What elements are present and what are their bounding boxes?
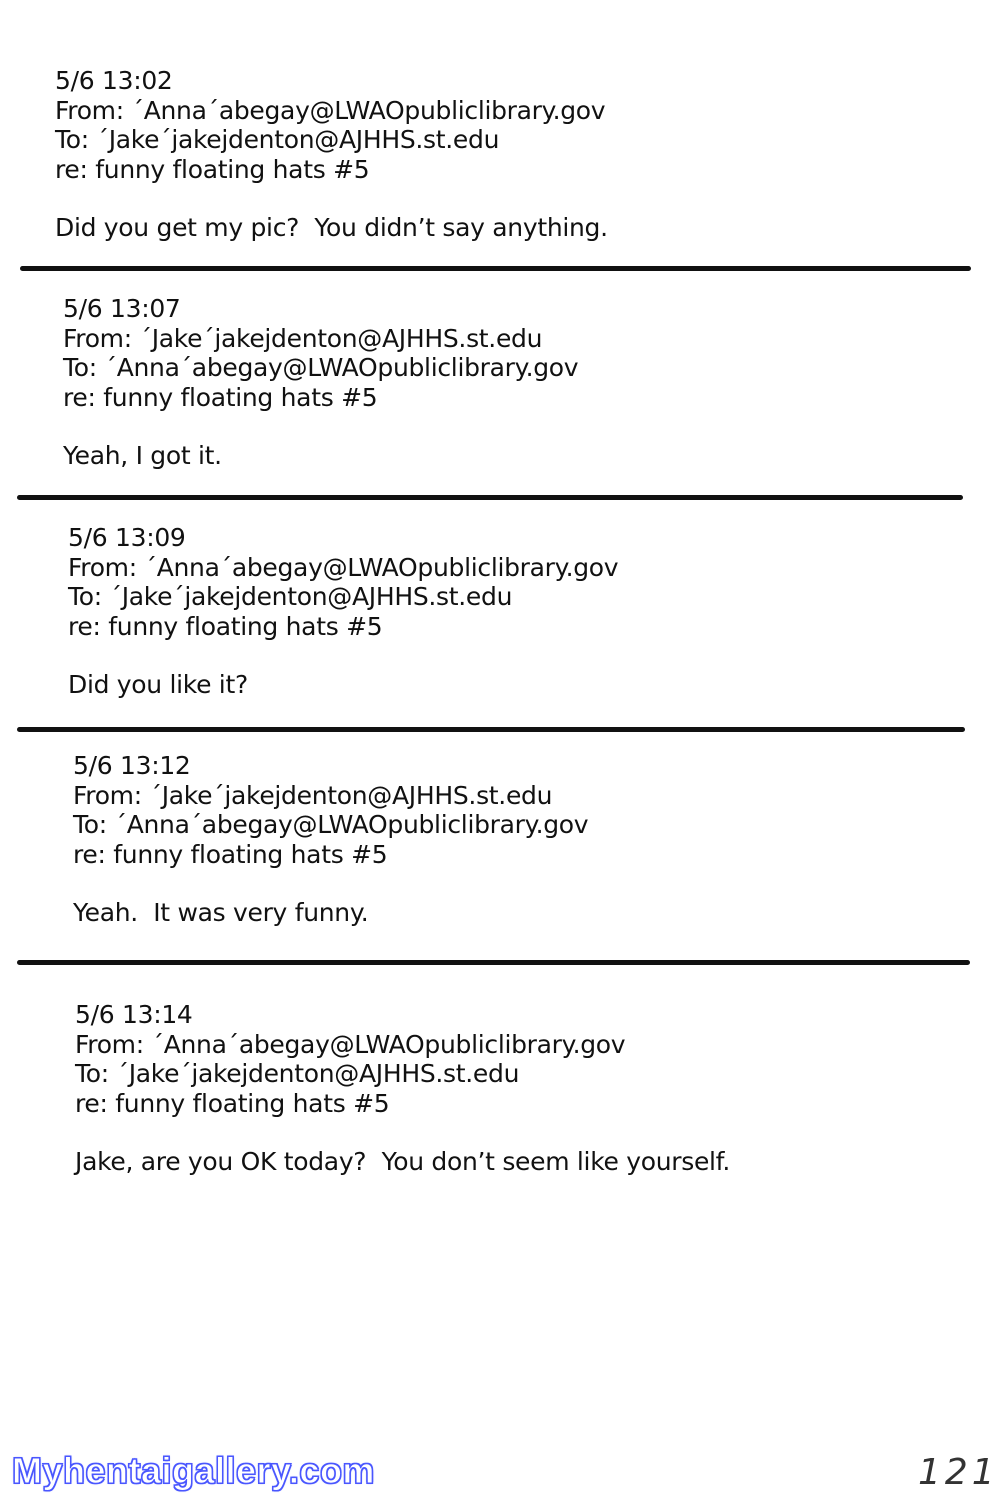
email-subject: re: funny floating hats #5 [73, 839, 388, 869]
email-to: To: ´Anna´abegay@LWAOpubliclibrary.gov [63, 353, 579, 382]
email-message-2 [63, 294, 578, 471]
email-from: From: ´Anna´abegay@LWAOpubliclibrary.gov [68, 552, 619, 582]
email-message-3 [68, 523, 618, 700]
email-to: To: ´Jake´jakejdenton@AJHHS.st.edu [68, 582, 513, 611]
email-body: Jake, are you OK today? You don’t seem like yourself. [75, 1147, 731, 1176]
email-message-5 [75, 1000, 730, 1177]
email-subject: re: funny floating hats #5 [55, 154, 370, 184]
email-from: From: ´Jake´jakejdenton@AJHHS.st.edu [63, 323, 543, 353]
email-body: Yeah, I got it. [63, 441, 222, 470]
site-watermark: Myhentaigallery.com [12, 1450, 375, 1491]
email-date: 5/6 13:14 [75, 1000, 193, 1029]
email-to: To: ´Jake´jakejdenton@AJHHS.st.edu [55, 125, 500, 154]
email-subject: re: funny floating hats #5 [68, 611, 383, 641]
message-divider [20, 266, 971, 271]
email-body: Yeah. It was very funny. [73, 898, 369, 927]
email-date: 5/6 13:12 [73, 751, 191, 780]
email-from: From: ´Anna´abegay@LWAOpubliclibrary.gov [55, 95, 606, 125]
email-message-1 [55, 66, 608, 243]
page-number: 121 [918, 1452, 999, 1493]
email-subject: re: funny floating hats #5 [75, 1088, 390, 1118]
message-divider [17, 727, 965, 732]
email-date: 5/6 13:09 [68, 523, 186, 552]
message-divider [17, 495, 963, 500]
email-from: From: ´Jake´jakejdenton@AJHHS.st.edu [73, 780, 553, 810]
email-date: 5/6 13:07 [63, 294, 181, 323]
email-subject: re: funny floating hats #5 [63, 382, 378, 412]
email-to: To: ´Anna´abegay@LWAOpubliclibrary.gov [73, 810, 589, 839]
email-message-4 [73, 751, 588, 928]
email-from: From: ´Anna´abegay@LWAOpubliclibrary.gov [75, 1029, 626, 1059]
email-date: 5/6 13:02 [55, 66, 173, 95]
email-to: To: ´Jake´jakejdenton@AJHHS.st.edu [75, 1059, 520, 1088]
email-body: Did you like it? [68, 670, 248, 699]
message-divider [17, 960, 970, 965]
email-body: Did you get my pic? You didn’t say anything. [55, 213, 608, 242]
